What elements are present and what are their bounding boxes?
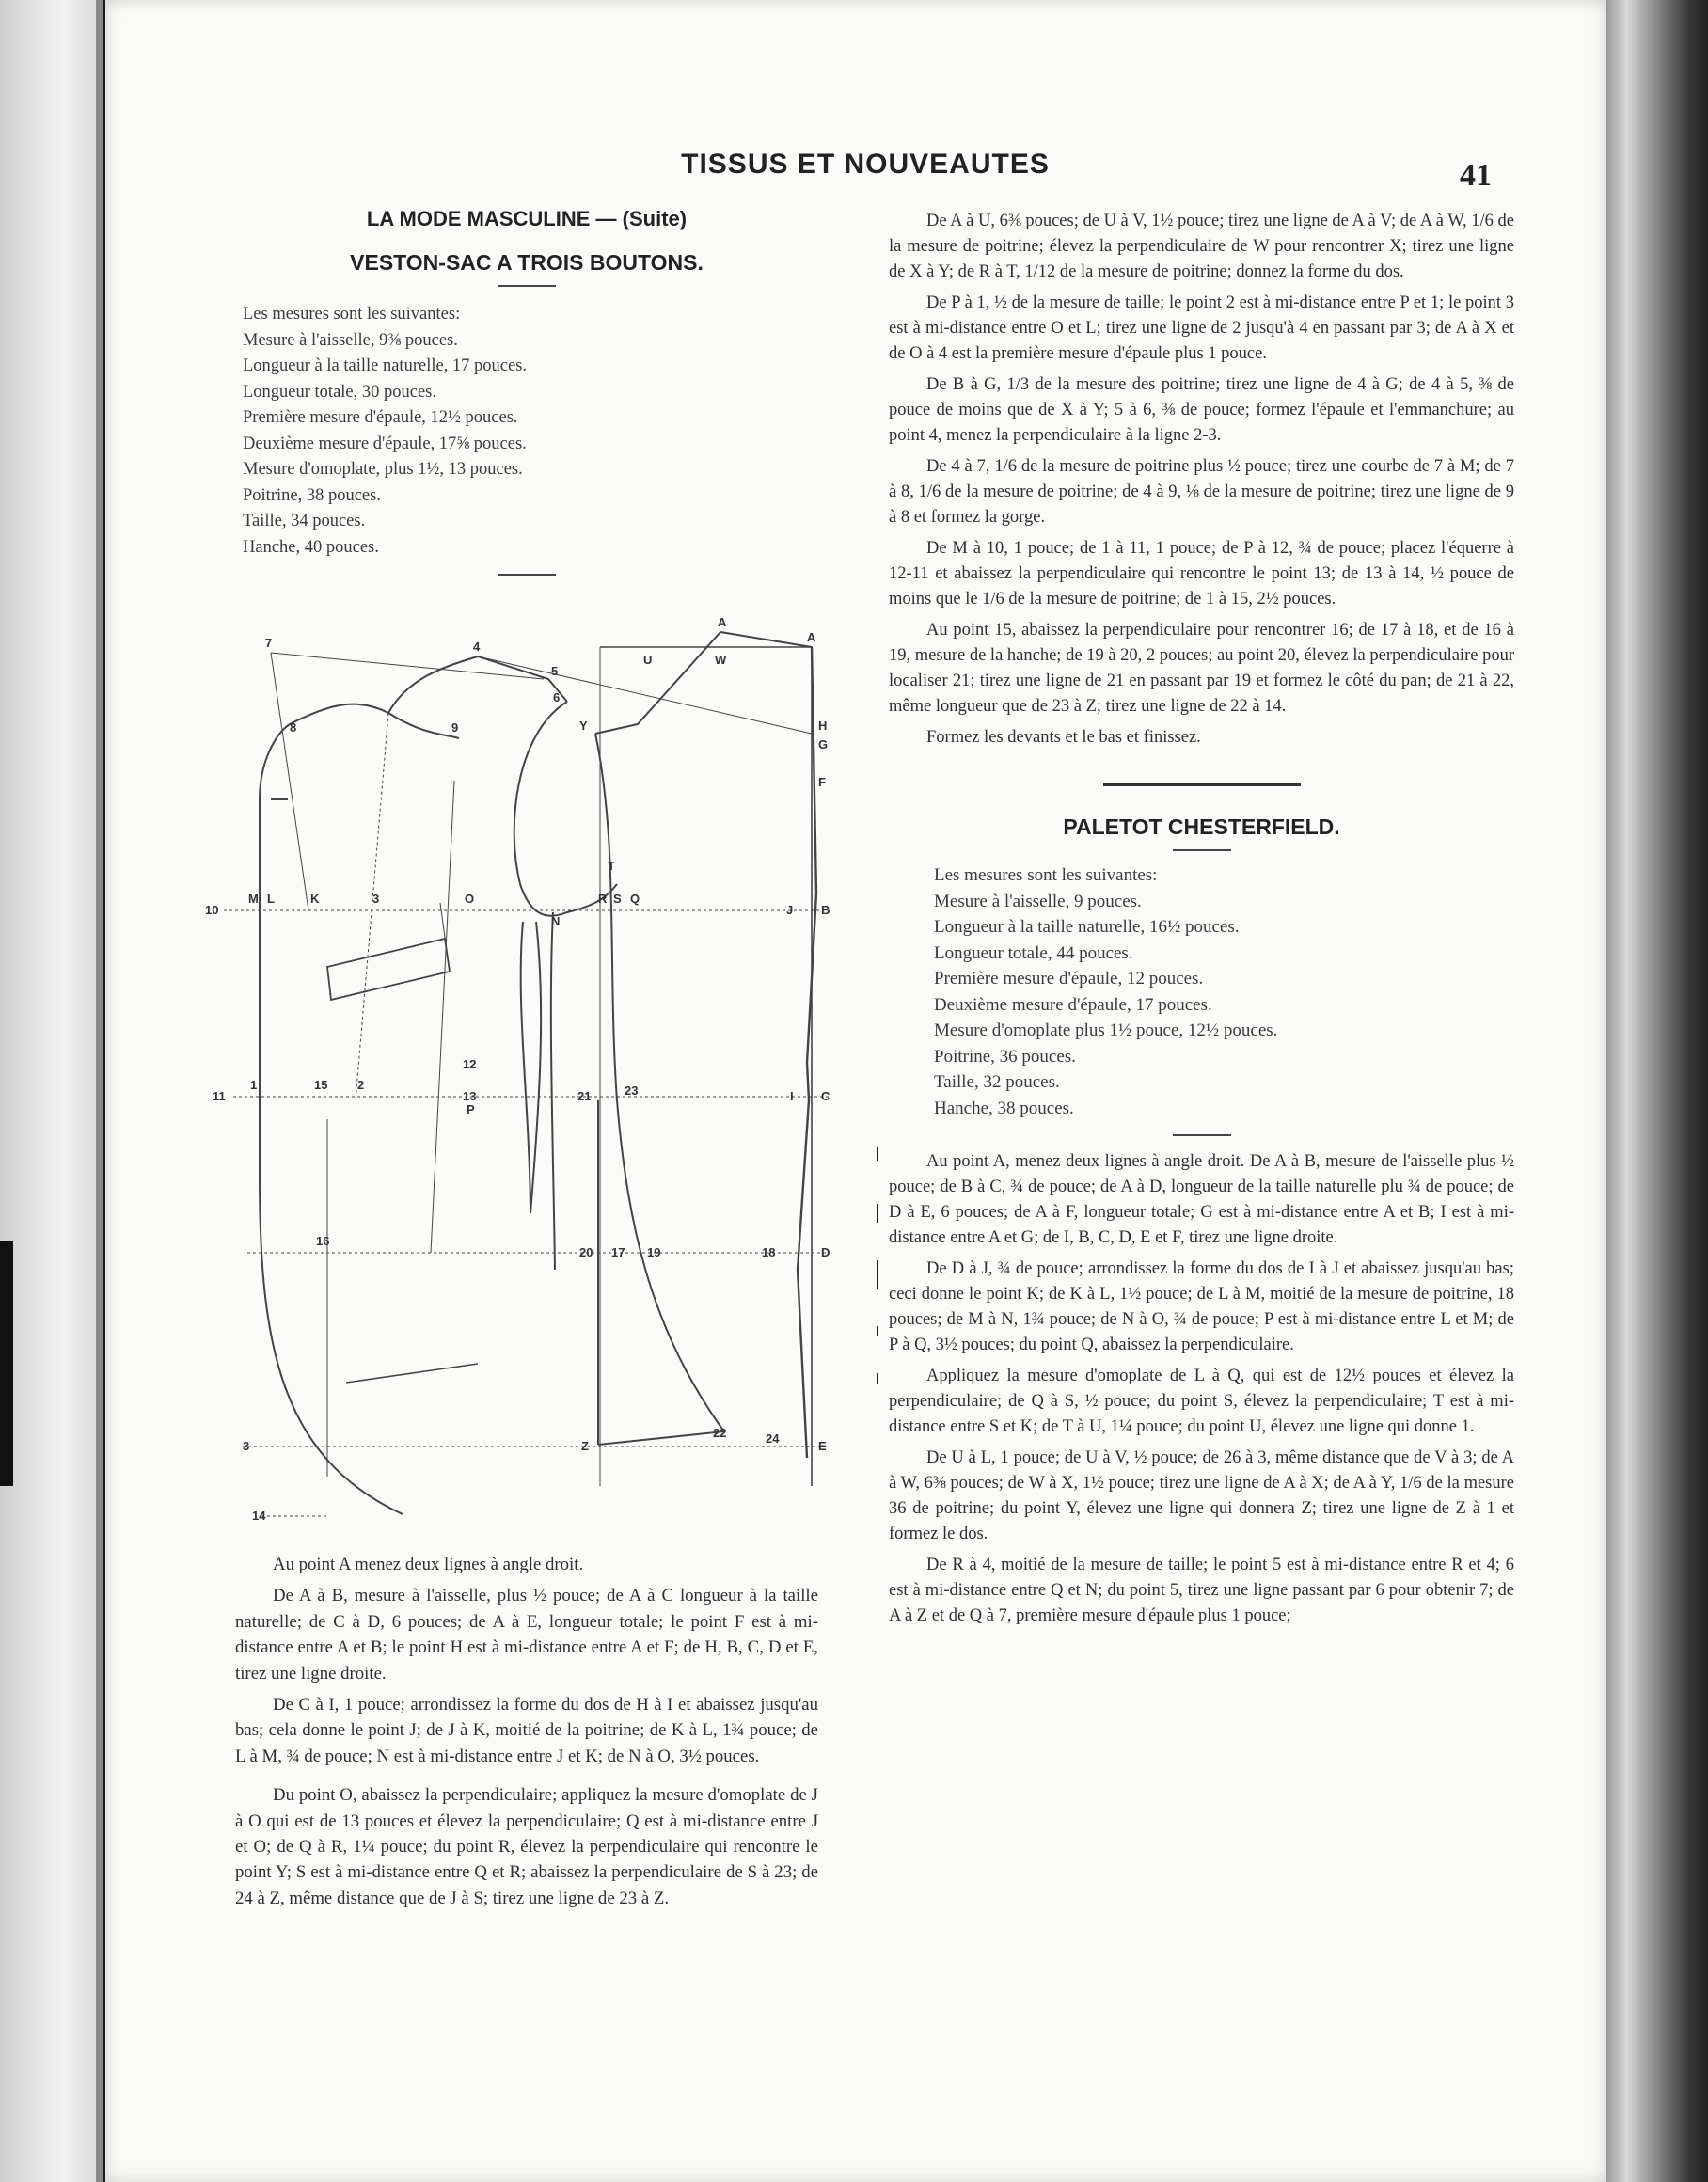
point-label: 3: [372, 892, 380, 906]
measures-rule: [498, 574, 556, 576]
point-label: 17: [611, 1245, 625, 1259]
point-label: 24: [766, 1431, 780, 1446]
measure-line: Mesure d'omoplate, plus 1½, 13 pouces.: [243, 460, 523, 479]
paragraph: Du point O, abaissez la perpendiculaire; appliquez la mesure d'omoplate de J à O qui est de 13 pouces et élevez la perpendiculaire; Q est à mi-distance entre J et O; de Q à R, 1¼ pouce; du point R, élevez la perpendiculaire qui rencontre le point Y; S est à mi-distance entre Q et R; abaissez la perpendiculaire de S à 23; de 24 à Z, même distance que de J à S; tirez une ligne de 23 à Z.: [235, 1785, 818, 1908]
paragraph: De B à G, 1/3 de la mesure des poitrine; tirez une ligne de 4 à G; de 4 à 5, ⅜ de pouce de moins que de X à Y; 5 à 6, ⅜ de pouce; formez l'épaule et l'emmanchure; au point 4, menez la perpendiculaire à la ligne 2-3.: [889, 375, 1514, 445]
measure-line: Poitrine, 36 pouces.: [934, 1046, 1076, 1067]
point-label: B: [821, 903, 830, 917]
point-label: 13: [463, 1089, 477, 1103]
point-label: F: [818, 775, 826, 789]
point-label: R: [598, 892, 608, 906]
right-column: [889, 209, 1514, 1629]
point-label: 12: [463, 1057, 477, 1071]
measure-line: Longueur à la taille naturelle, 16½ pouces.: [934, 917, 1240, 937]
point-label: 23: [625, 1083, 639, 1098]
measure-line: Poitrine, 38 pouces.: [243, 485, 381, 505]
measure-line: Les mesures sont les suivantes:: [934, 865, 1158, 885]
section-title: LA MODE MASCULINE — (Suite): [366, 207, 688, 230]
paragraph: Appliquez la mesure d'omoplate de L à Q, qui est de 12½ pouces et élevez la perpendiculaire; de Q à S, ½ pouce; du point S, élevez la perpendiculaire; T est à mi-distance entre S et K; de T à U, 1¼ pouce; du point U, élevez une ligne qui donne 1.: [889, 1367, 1514, 1436]
point-label: 14: [252, 1509, 266, 1523]
measure-line: Les mesures sont les suivantes:: [243, 305, 461, 324]
article-title: PALETOT CHESTERFIELD.: [1063, 814, 1340, 839]
point-label: A: [807, 630, 816, 644]
left-instructions: [235, 1552, 818, 1911]
point-label: 15: [314, 1078, 328, 1092]
point-label: N: [551, 914, 561, 928]
paragraph: De C à I, 1 pouce; arrondissez la forme du dos de H à I et abaissez jusqu'au bas; cela donne le point J; de J à K, moitié de la poitrine; de K à L, 1¾ pouce; de L à M, ¾ de pouce; N est à mi-distance entre J et K; de N à O, 3½ pouces.: [235, 1695, 818, 1766]
article-title: VESTON-SAC A TROIS BOUTONS.: [350, 250, 704, 275]
facing-page-tab: [0, 1241, 13, 1486]
paragraph: De P à 1, ½ de la mesure de taille; le point 2 est à mi-distance entre P et 1; le point 3 est à mi-distance entre O et L; tirez une ligne de 2 jusqu'à 4 en passant par 3; de A à X et de O à 4 est la première mesure d'épaule plus 1 pouce.: [889, 293, 1514, 363]
title-rule: [498, 285, 556, 287]
gutter-marks: [873, 1147, 882, 1411]
measure-line: Longueur totale, 30 pouces.: [243, 382, 437, 402]
point-label: U: [643, 653, 653, 667]
point-label: K: [310, 892, 320, 906]
paragraph: De R à 4, moitié de la mesure de taille; le point 5 est à mi-distance entre R et 4; 6 est à mi-distance entre Q et N; du point 5, tirez une ligne passant par 6 pour obtenir 7; de A à Z et de Q à 7, première mesure d'épaule plus 1 pouce;: [889, 1556, 1514, 1625]
point-label: O: [465, 892, 475, 906]
measure-line: Première mesure d'épaule, 12 pouces.: [934, 969, 1204, 988]
paragraph: Au point A menez deux lignes à angle droit.: [273, 1555, 584, 1574]
measures-rule: [1173, 1134, 1231, 1136]
point-label: P: [467, 1102, 475, 1116]
measure-line: Deuxième mesure d'épaule, 17⅝ pouces.: [243, 434, 527, 453]
paragraph: De M à 10, 1 pouce; de 1 à 11, 1 pouce; de P à 12, ¾ de pouce; placez l'équerre à 12-11 et abaissez la perpendiculaire qui rencontre le point 13; de 13 à 14, ½ pouce de moins que le 1/6 de la mesure de poitrine; de 1 à 15, 2½ pouces.: [889, 539, 1514, 609]
paragraph: Au point A, menez deux lignes à angle droit. De A à B, mesure de l'aisselle plus ½ pouce; de B à C, ¾ de pouce; de A à D, longueur de la taille naturelle plu ¾ de pouce; de D à E, 6 pouces; de A à F, longueur totale; G est à mi-distance entre A et B; I est à mi-distance entre A et G; de I, B, C, D, E et F, tirez une ligne droite.: [889, 1152, 1514, 1247]
measure-line: Taille, 32 pouces.: [934, 1072, 1060, 1092]
page-number: 41: [1460, 158, 1492, 193]
point-label: D: [821, 1245, 830, 1259]
paragraph: De U à L, 1 pouce; de U à V, ½ pouce; de 26 à 3, même distance que de V à 3; de A à W, 6⅜ pouces; de W à X, 1½ pouce; tirez une ligne de A à X; de A à Y, 1/6 de la mesure 36 de poitrine; du point Y, élevez une ligne qui donnera Z; tirez une ligne de Z à 1 et formez le dos.: [889, 1448, 1514, 1543]
point-label: 20: [579, 1245, 593, 1259]
measure-line: Longueur totale, 44 pouces.: [934, 942, 1133, 963]
point-label: E: [818, 1439, 827, 1453]
measure-line: Hanche, 38 pouces.: [934, 1098, 1074, 1118]
point-label: 11: [213, 1089, 226, 1103]
point-label: Q: [630, 892, 640, 906]
point-label: 8: [290, 720, 297, 735]
point-label: Y: [579, 719, 588, 733]
point-label: 9: [451, 720, 459, 735]
point-label: 22: [713, 1426, 727, 1440]
point-label: 5: [551, 664, 559, 678]
point-label: 21: [577, 1089, 592, 1103]
paragraph: Au point 15, abaissez la perpendiculaire pour rencontrer 16; de 17 à 18, et de 16 à 19, mesure de la hanche; de 19 à 20, 2 pouces; au point 20, élevez la perpendiculaire pour localiser 21; tirez une ligne de 21 en passant par 19 et formez le côté du pan; de 21 à 22, même longueur que de 23 à Z; tirez une ligne de 22 à 14.: [889, 621, 1514, 716]
measure-line: Taille, 34 pouces.: [243, 512, 366, 530]
point-label: 19: [647, 1245, 661, 1259]
paragraph: De A à U, 6⅜ pouces; de U à V, 1½ pouce; tirez une ligne de A à V; de A à W, 1/6 de la mesure de poitrine; élevez la perpendiculaire de W pour rencontrer X; tirez une ligne de X à Y; de R à T, 1/12 de la mesure de poitrine; donnez la forme du dos.: [889, 212, 1514, 281]
point-label: A: [718, 615, 727, 629]
pattern-drawing: [205, 611, 845, 1552]
point-label: 10: [205, 903, 219, 917]
facing-page-edge: [0, 0, 103, 2182]
point-label: 1: [250, 1078, 258, 1092]
page-fold: [96, 0, 103, 2182]
point-label: 18: [762, 1245, 776, 1259]
measures-list: [235, 302, 818, 561]
section-rule: [1103, 783, 1301, 786]
measure-line: Mesure à l'aisselle, 9⅜ pouces.: [243, 330, 458, 350]
point-label: 7: [265, 636, 273, 650]
point-label: Z: [581, 1439, 589, 1453]
left-column: [235, 207, 818, 591]
book-edge: [1606, 0, 1708, 2182]
point-label: J: [786, 903, 794, 917]
point-label: S: [613, 892, 622, 906]
point-label: I: [790, 1089, 794, 1103]
paragraph: Formez les devants et le bas et finissez.: [926, 728, 1201, 747]
measure-line: Première mesure d'épaule, 12½ pouces.: [243, 408, 518, 427]
paragraph: De 4 à 7, 1/6 de la mesure de poitrine plus ½ pouce; tirez une courbe de 7 à M; de 7 à 8, 1/6 de la mesure de poitrine; de 4 à 9, ⅛ de la mesure de poitrine; tirez une ligne de 9 à 8 et formez la gorge.: [889, 457, 1514, 527]
point-label: M: [248, 892, 259, 906]
paragraph: De D à J, ¾ de pouce; arrondissez la forme du dos de I à J et abaissez jusqu'au bas; ceci donne le point K; de K à L, 1½ pouce; de L à M, moitié de la mesure de poitrine, 18 pouces; de M à N, 1¾ pouce; de N à O, ¾ de pouce; P est à mi-distance entre L et M; de P à Q, 3½ pouces; du point Q, abaissez la perpendiculaire.: [889, 1259, 1514, 1354]
point-label: 6: [553, 690, 561, 704]
point-label: 16: [316, 1234, 330, 1248]
measure-line: Mesure à l'aisselle, 9 pouces.: [934, 891, 1142, 911]
title-rule: [1173, 849, 1231, 851]
measure-line: Mesure d'omoplate plus 1½ pouce, 12½ pouces.: [934, 1020, 1278, 1040]
measure-line: Hanche, 40 pouces.: [243, 537, 379, 557]
point-label: W: [715, 653, 727, 667]
running-head: TISSUS ET NOUVEAUTES: [681, 149, 1050, 180]
point-label: G: [818, 737, 829, 751]
point-label: L: [267, 892, 275, 906]
paragraph: De A à B, mesure à l'aisselle, plus ½ pouce; de A à C longueur à la taille naturelle; de C à D, 6 pouces; de A à E, longueur totale; le point F est à mi-distance entre A et B; le point H est à mi-distance entre A et F; de H, B, C, D et E, tirez une ligne droite.: [235, 1586, 818, 1684]
measure-line: Deuxième mesure d'épaule, 17 pouces.: [934, 994, 1212, 1015]
point-label: H: [818, 719, 828, 733]
measure-line: Longueur à la taille naturelle, 17 pouces.: [243, 356, 528, 375]
point-label: 3: [243, 1439, 250, 1453]
point-label: 2: [357, 1078, 365, 1092]
pattern-diagram: [205, 611, 845, 1552]
point-label: 4: [473, 640, 481, 654]
point-label: C: [821, 1089, 830, 1103]
point-label: T: [608, 859, 615, 873]
measures-list: [889, 862, 1514, 1121]
